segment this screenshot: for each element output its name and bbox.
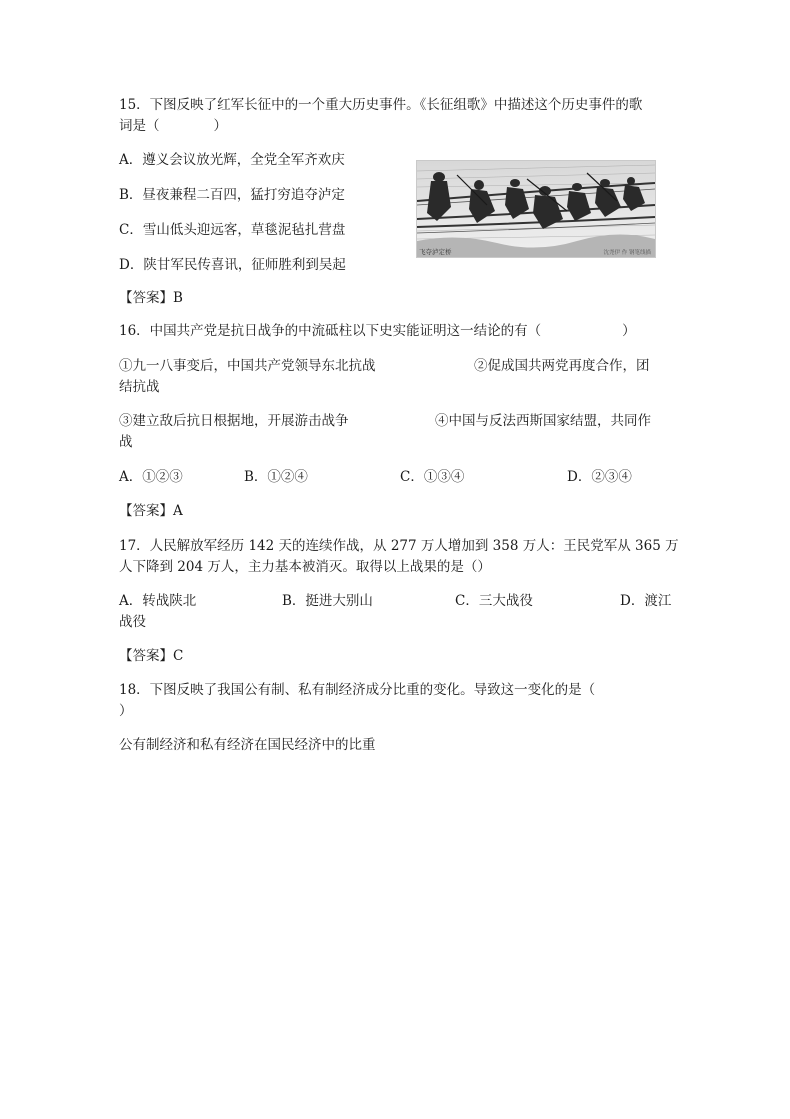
q17-option-c: C．三大战役 [455, 593, 533, 609]
q17-answer: 【答案】C [119, 648, 184, 664]
q16-item-4-continued: 战 [119, 434, 133, 450]
q17-option-d-continued: 战役 [119, 614, 146, 630]
q16-item-3: ③建立敌后抗日根据地，开展游击战争 [119, 413, 349, 429]
luding-bridge-illustration [416, 160, 656, 258]
q16-item-2-continued: 结抗战 [119, 379, 160, 395]
q15-answer: 【答案】B [119, 290, 183, 306]
q16-item-2: ②促成国共两党再度合作，团 [474, 358, 650, 374]
illustration-drawing [417, 161, 655, 257]
q15-option-a: A．遵义会议放光辉，全党全军齐欢庆 [119, 152, 345, 168]
q17-option-b: B．挺进大别山 [282, 593, 373, 609]
q17-option-a: A．转战陕北 [119, 593, 197, 609]
q17-stem-line2: 人下降到 204 万人，主力基本被消灭。取得以上战果的是（） [119, 559, 491, 575]
q16-option-a: A．①②③ [119, 469, 183, 485]
q18-chart-title: 公有制经济和私有经济在国民经济中的比重 [119, 737, 376, 753]
q16-option-d: D．②③④ [567, 469, 632, 485]
q16-item-4: ④中国与反法西斯国家结盟，共同作 [435, 413, 651, 429]
q16-item-1: ①九一八事变后，中国共产党领导东北抗战 [119, 358, 376, 374]
figure-caption-title: 飞夺泸定桥 [419, 248, 452, 256]
q16-option-b: B．①②④ [244, 469, 308, 485]
q18-stem-line1: 18．下图反映了我国公有制、私有制经济成分比重的变化。导致这一变化的是（ [119, 682, 596, 698]
q16-stem: 16．中国共产党是抗日战争的中流砥柱以下史实能证明这一结论的有（ ） [119, 323, 636, 339]
figure-caption-author: 沈尧伊 作 钢笔线描 [603, 250, 651, 256]
q15-option-b: B．昼夜兼程二百四，猛打穷追夺泸定 [119, 187, 345, 203]
q16-option-c: C．①③④ [400, 469, 465, 485]
q15-stem-line1: 15．下图反映了红军长征中的一个重大历史事件。《长征组歌》中描述这个历史事件的歌 [119, 97, 643, 113]
q15-option-c: C．雪山低头迎远客，草毯泥毡扎营盘 [119, 222, 346, 238]
q16-answer: 【答案】A [119, 503, 183, 519]
q18-stem-line2: ） [119, 703, 133, 719]
q17-option-d: D．渡江 [620, 593, 672, 609]
q15-stem-line2: 词是（ ） [119, 118, 227, 134]
q17-stem-line1: 17．人民解放军经历 142 天的连续作战，从 277 万人增加到 358 万人：王民党军从 365 万 [119, 538, 679, 554]
q15-option-d: D．陕甘军民传喜讯，征师胜利到吴起 [119, 257, 346, 273]
